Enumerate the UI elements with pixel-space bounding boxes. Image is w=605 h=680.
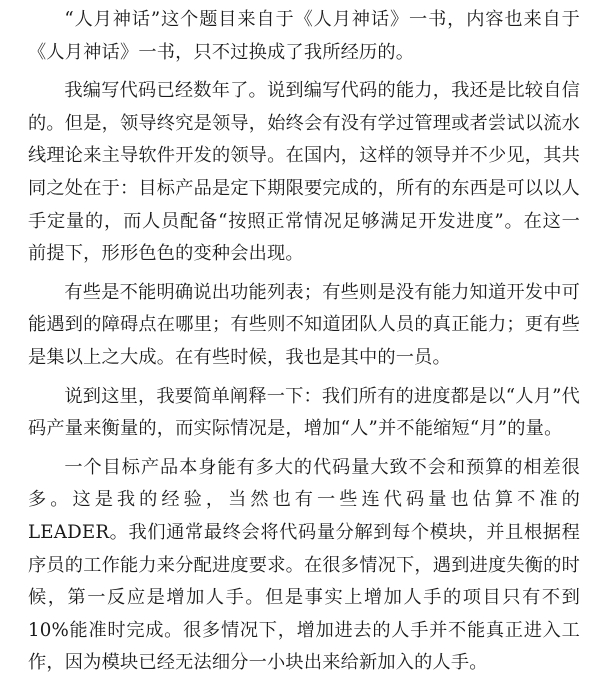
paragraph-5: 一个目标产品本身能有多大的代码量大致不会和预算的相差很多。这是我的经验，当然也有一些连代码量也估算不准的LEADER。我们通常最终会将代码量分解到每个模块，并且根据程序员的工作能力来分配进度要求。在很多情况下，遇到进度失衡的时候，第一反应是增加人手。但是事实上增加人手的项目只有不到10%能准时完成。很多情况下，增加进去的人手并不能真正进入工作，因为模块已经无法细分一小块出来给新加入的人手。 — [28, 456, 580, 674]
paragraph-2: 我编写代码已经数年了。说到编写代码的能力，我还是比较自信的。但是，领导终究是领导，始终会有没有学过管理或者尝试以流水线理论来主导软件开发的领导。在国内，这样的领导并不少见，其共同之处在于：目标产品是定下期限要完成的，所有的东西是可以以人手定量的，而人员配备“按照正常情况足够满足开发进度”。在这一前提下，形形色色的变种会出现。 — [28, 80, 580, 265]
paragraph-1: “人月神话”这个题目来自于《人月神话》一书，内容也来自于《人月神话》一书，只不过换成了我所经历的。 — [28, 9, 580, 63]
paragraph-3: 有些是不能明确说出功能列表；有些则是没有能力知道开发中可能遇到的障碍点在哪里；有些则不知道团队人员的真正能力；更有些是集以上之大成。在有些时候，我也是其中的一员。 — [28, 281, 580, 368]
document-page — [28, 4, 580, 680]
paragraph-4: 说到这里，我要简单阐释一下：我们所有的进度都是以“人月”代码产量来衡量的，而实际情况是，增加“人”并不能缩短“月”的量。 — [28, 385, 580, 440]
